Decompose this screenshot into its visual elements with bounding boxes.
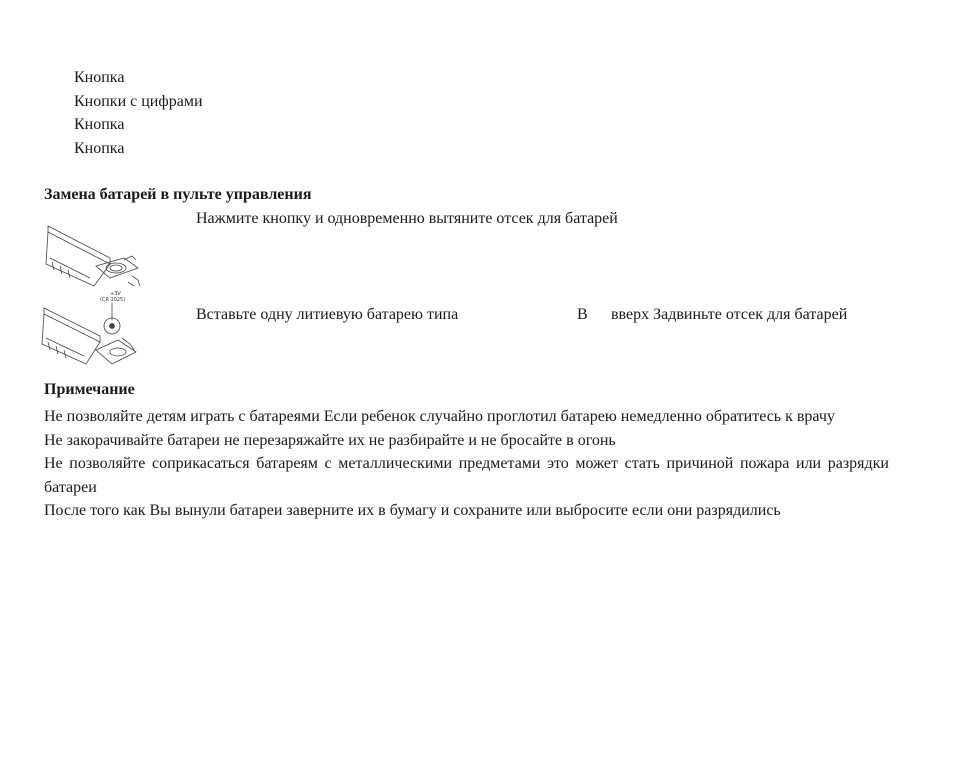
list-item: Кнопка [74, 140, 125, 158]
list-item: Кнопка [74, 69, 125, 86]
step-close-compartment: вверх Задвиньте отсек для батарей [611, 306, 848, 323]
remote-battery-compartment-illustration [40, 220, 144, 366]
note-paragraph: Не закорачивайте батареи не перезаряжайте их не разбирайте и не бросайте в огонь [44, 431, 616, 449]
step-insert-battery-mid: В [577, 306, 588, 323]
notes-list [44, 405, 889, 523]
note-title: Примечание [44, 381, 135, 398]
step-insert-battery: Вставьте одну литиевую батарею типа [196, 306, 459, 323]
note-paragraph: Не позволяйте соприкасаться батареям с металлическими предметами это может стать причиной пожара или разрядки батареи [44, 455, 889, 496]
list-item: Кнопки с цифрами [74, 92, 203, 110]
step-pull-compartment: Нажмите кнопку и одновременно вытяните отсек для батарей [196, 210, 618, 227]
buttons-list [74, 66, 203, 161]
note-paragraph: После того как Вы вынули батареи заверните их в бумагу и сохраните или выбросите если они разрядились [44, 502, 781, 519]
battery-type-label: (CR 2025) [100, 297, 126, 303]
battery-section-title: Замена батарей в пульте управления [44, 186, 312, 203]
battery-voltage-label: +3V [110, 291, 121, 297]
list-item: Кнопка [74, 116, 125, 134]
note-paragraph: Не позволяйте детям играть с батареями Если ребенок случайно проглотил батарею немедленно обратитесь к врачу [44, 408, 835, 425]
